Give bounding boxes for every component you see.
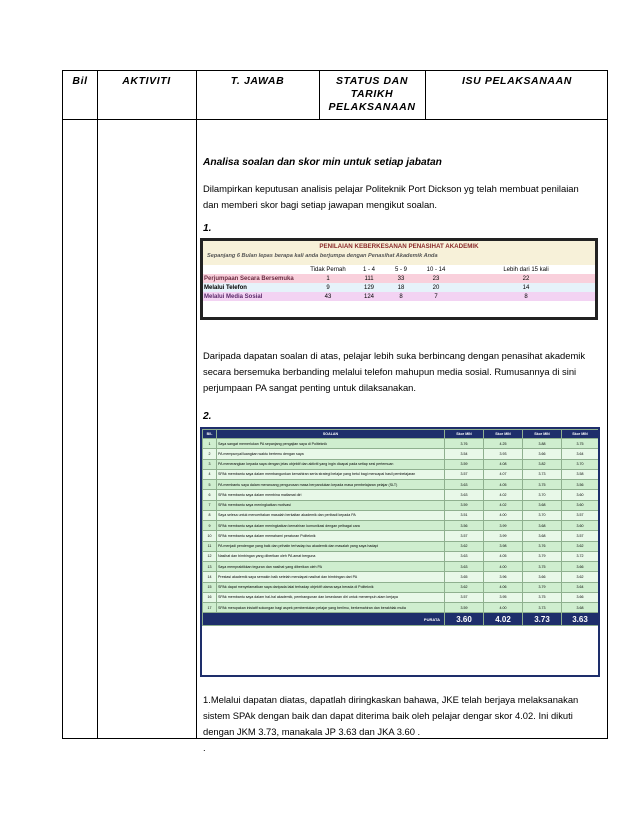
table2-row-value: 3.65 (445, 572, 484, 582)
table2-row-value: 4.05 (484, 551, 523, 561)
table2-row-value: 3.59 (445, 459, 484, 469)
table2-row (203, 490, 599, 500)
table2-footer-value: 3.73 (523, 613, 562, 626)
table2-row-value: 3.56 (562, 480, 599, 490)
table2-row-question: SPAk membantu saya dalam hal-hal akademik, pembangunan dan kesedaran diri untuk menempuh alam kerjaya (217, 592, 445, 602)
table2-row-value: 3.99 (484, 531, 523, 541)
table2-row-value: 3.96 (484, 572, 523, 582)
table2-row-value: 3.93 (484, 449, 523, 459)
table1-row (203, 274, 595, 283)
table2-row-value: 3.70 (523, 510, 562, 520)
table2-row-question: SPAk membantu saya dalam membina matlamat diri (217, 490, 445, 500)
table2-row-value: 3.56 (445, 521, 484, 531)
table2-row (203, 449, 599, 459)
table1-col-header: Tidak Pernah (310, 266, 346, 273)
table1-cell: 20 (432, 284, 440, 291)
table2-figure (200, 427, 600, 677)
table2-row-question: SPAk membantu saya dalam meningkatkan kemahiran komunikasi dengan pelbagai cara (217, 521, 445, 531)
table2-row-value: 3.57 (562, 531, 599, 541)
table2-row-value: 3.66 (523, 572, 562, 582)
table1-figure (200, 238, 598, 320)
paragraph-2-line: sistem SPAk dengan baik dan dapat diterima baik oleh pelajar dengar skor 4.02. Ini dikuti (203, 710, 573, 721)
table1-row (203, 292, 595, 301)
table1-cell: 33 (397, 275, 405, 282)
paragraph-1-line: Daripada dapatan soalan di atas, pelajar lebih suka berbincang dengan penasihat akademik (203, 350, 586, 361)
table2-row (203, 480, 599, 490)
table2-row-value: 3.88 (523, 439, 562, 449)
table1-row-label: Melalui Telefon (204, 284, 247, 291)
label-1 (203, 221, 603, 237)
paragraph-2-line: 1.Melalui dapatan diatas, dapatlah diringkaskan bahawa, JKE telah berjaya melaksanakan (203, 694, 579, 705)
table2-row-value: 3.70 (562, 459, 599, 469)
header-status-line1: STATUS DAN (335, 75, 409, 87)
label-1-text: 1. (203, 223, 212, 234)
table1-header-band (203, 241, 595, 265)
table2-row-value: 4.06 (484, 582, 523, 592)
table2-row-value: 3.70 (523, 490, 562, 500)
table2-row-value: 3.57 (445, 469, 484, 479)
table2-row-no: 11 (203, 541, 217, 551)
table2-row-value: 3.66 (562, 562, 599, 572)
table2-row-value: 3.64 (562, 582, 599, 592)
paragraph-1-line: secara bersemuka berbanding melalui telefon mahupun media sosial. Rumusannya di sini (203, 366, 577, 377)
intro-paragraph (203, 181, 603, 213)
table2-row-question: PA mempunyai/luangkan waktu bertemu dengan saya (217, 449, 445, 459)
table1-cell: 22 (522, 275, 530, 282)
table2-row-value: 3.79 (523, 582, 562, 592)
table2-col-header: Skor MIN (484, 430, 523, 439)
table2-row (203, 603, 599, 613)
table2-row (203, 439, 599, 449)
table2-row-question: SPAk dapat menyelamatkan saya daripada lalai terhadap objektif utama saya berada di Politeknik (217, 582, 445, 592)
table1-row-label: Perjumpaan Secara Bersemuka (204, 275, 294, 282)
table2-footer-value: 3.63 (562, 613, 599, 626)
table2-row-value: 3.68 (523, 521, 562, 531)
paragraph-2 (203, 692, 603, 756)
table1-col-header: Lebih dari 15 kali (503, 266, 549, 273)
table1-cell: 9 (326, 284, 330, 291)
table2-row-value: 3.66 (562, 592, 599, 602)
table2-row-no: 17 (203, 603, 217, 613)
table1-cell: 124 (363, 293, 374, 300)
table1-col-header: 5 - 9 (394, 266, 407, 273)
table1-subtitle: Sepanjang 6 Bulan lepas berapa kali anda berjumpa dengan Penasihat Akademik Anda (207, 253, 438, 259)
intro-line: Dilampirkan keputusan analisis pelajar Politeknik Port Dickson yg telah membuat penilaian (203, 183, 579, 194)
section-heading (203, 155, 603, 171)
header-status-line3: PELAKSANAAN (328, 101, 416, 113)
table2-row-no: 13 (203, 562, 217, 572)
table2-row-value: 3.58 (562, 469, 599, 479)
table1-title: PENILAIAN KEBERKESANAN PENASIHAT AKADEMIK (319, 243, 479, 250)
table2-row-value: 3.60 (562, 521, 599, 531)
table2-row-value: 3.72 (562, 551, 599, 561)
paragraph-1 (203, 348, 603, 396)
table2-row (203, 510, 599, 520)
table2-row-question: Nasihat dan bimbingan yang diberikan oleh PA amat berguna (217, 551, 445, 561)
paragraph-1-line: perjumpaan PA sangat penting untuk dilaksanakan. (203, 382, 416, 393)
table2-row (203, 562, 599, 572)
table1-cell: 8 (524, 293, 528, 300)
table2-row (203, 582, 599, 592)
table2-row-question: Saya mempraktikkan teguran dan nasihat yang diberikan oleh PA (217, 562, 445, 572)
table2-row (203, 521, 599, 531)
header-status-line2: TARIKH (350, 88, 394, 100)
table2-footer-value: 4.02 (484, 613, 523, 626)
table2-row-no: 14 (203, 572, 217, 582)
table2-row-value: 3.75 (523, 562, 562, 572)
section-heading-text: Analisa soalan dan skor min untuk setiap jabatan (203, 157, 442, 168)
table2-col-header: Skor MIN (562, 430, 599, 439)
table2-row-value: 4.05 (484, 480, 523, 490)
table2-row-value: 3.68 (562, 603, 599, 613)
table2-row-question: Prestasi akademik saya semakin baik setelah mendapat nasihat dan bimbingan dari PA (217, 572, 445, 582)
table2-row-no: 6 (203, 490, 217, 500)
table2-row (203, 459, 599, 469)
table2-grid (202, 429, 599, 626)
table1-row-label: Melalui Media Sosial (204, 293, 263, 300)
table2-row-value: 3.63 (445, 490, 484, 500)
table1-col-header (203, 265, 305, 274)
table2-row-no: 9 (203, 521, 217, 531)
table1-cell: 23 (432, 275, 440, 282)
table2-row-value: 3.82 (523, 459, 562, 469)
header-t-jawab: T. JAWAB (230, 75, 285, 87)
table2-row-value: 3.76 (445, 439, 484, 449)
table2-row-value: 3.73 (523, 603, 562, 613)
table2-row-value: 3.63 (445, 551, 484, 561)
table2-row-no: 8 (203, 510, 217, 520)
table1-cell: 1 (326, 275, 330, 282)
table2-row-value: 3.60 (562, 490, 599, 500)
header-bil: Bil (72, 75, 88, 87)
table2-row-question: Saya sangat memerlukan PA sepanjang pengajian saya di Politeknik (217, 439, 445, 449)
table2-row-value: 4.02 (484, 490, 523, 500)
table2-row-value: 4.25 (484, 439, 523, 449)
table2-row-value: 3.63 (445, 480, 484, 490)
table2-row-value: 3.95 (484, 592, 523, 602)
table2-row-no: 16 (203, 592, 217, 602)
table2-row-question: Saya selesa untuk menceritakan masalah berkaitan akademik dan peribadi kepada PA (217, 510, 445, 520)
table2-row-value: 3.62 (445, 582, 484, 592)
table2-footer-value: 3.60 (445, 613, 484, 626)
table2-row-question: SPAk membantu saya meningkatkan motivasi (217, 500, 445, 510)
table2-row-value: 3.68 (523, 500, 562, 510)
table2-row-value: 4.07 (484, 469, 523, 479)
table2-row-value: 3.60 (562, 500, 599, 510)
table1-col-header: 10 - 14 (426, 266, 446, 273)
table2-row-value: 4.00 (484, 510, 523, 520)
column-divider (97, 71, 98, 738)
table2-footer-label: PURATA (203, 613, 445, 626)
activity-table (62, 70, 608, 753)
table2-row-value: 3.57 (445, 592, 484, 602)
table1-cell: 18 (397, 284, 405, 291)
table2-row-value: 3.76 (523, 541, 562, 551)
table2-row-question: SPAk merupakan inisiatif sokongan bagi aspek pembentukan pelajar yang berilmu, berkemahiran dan berakhlak mulia (217, 603, 445, 613)
table2-row-value: 4.08 (484, 459, 523, 469)
paragraph-2-line: dengan JKM 3.73, manakala JP 3.63 dan JKA 3.60 . (203, 726, 421, 737)
table2-row-no: 1 (203, 439, 217, 449)
table2-col-header: SOALAN (217, 430, 445, 439)
table2-row-value: 3.62 (445, 541, 484, 551)
header-isu: ISU PELAKSANAAN (462, 75, 572, 87)
table2-row-value: 3.99 (484, 521, 523, 531)
table2-row-question: PA menerangkan kepada saya dengan jelas objektif dan aktiviti yang ingin dicapai pada setiap sesi pertemuan (217, 459, 445, 469)
table2-row-value: 3.98 (484, 541, 523, 551)
table2-row-value: 3.73 (523, 469, 562, 479)
table2-header-row (203, 430, 599, 439)
table2-footer-row (203, 613, 599, 626)
table2-row (203, 541, 599, 551)
table2-row-question: SPAk membantu saya dalam membangunkan kemahiran serta strategi belajar yang betul bagi mencapai hasil pembelajaran (217, 469, 445, 479)
table2-row-no: 4 (203, 469, 217, 479)
paragraph-2-line: . (203, 742, 206, 753)
table2-row (203, 592, 599, 602)
header-status (319, 71, 425, 119)
table2-row-question: SPAk membantu saya dalam memahami peraturan Politeknik (217, 531, 445, 541)
table2-row-value: 3.57 (445, 531, 484, 541)
table1-cell: 7 (434, 293, 438, 300)
table1-header-row (203, 265, 595, 274)
table2-row-value: 3.62 (562, 572, 599, 582)
table2-row-value: 4.00 (484, 562, 523, 572)
table2-row (203, 469, 599, 479)
table2-row-value: 3.63 (445, 562, 484, 572)
intro-line: dan memberi skor bagi setiap jawapan mengikut soalan. (203, 199, 437, 210)
table2-row-value: 4.02 (484, 500, 523, 510)
table2-row-value: 3.68 (523, 531, 562, 541)
table2-body (203, 439, 599, 613)
table2-row-value: 3.75 (523, 480, 562, 490)
table2-row-no: 15 (203, 582, 217, 592)
table1-cell: 129 (363, 284, 374, 291)
header-divider (63, 119, 607, 120)
table2-row-value: 3.64 (562, 449, 599, 459)
table2-row (203, 572, 599, 582)
table1-grid (203, 265, 595, 301)
table2-row-question: PA menjadi pendengar yang baik dan prihatin terhadap isu akademik dan masalah yang saya hadapi (217, 541, 445, 551)
table2-row (203, 531, 599, 541)
table2-row-no: 7 (203, 500, 217, 510)
table1-cell: 14 (522, 284, 530, 291)
table1-cell: 111 (364, 275, 374, 282)
column-divider (196, 71, 197, 738)
table2-col-header: BIL (203, 430, 217, 439)
table2-row-no: 5 (203, 480, 217, 490)
table1-cell: 8 (399, 293, 403, 300)
table2-row-value: 3.66 (523, 449, 562, 459)
table2-col-header: Skor MIN (523, 430, 562, 439)
table2-row-no: 3 (203, 459, 217, 469)
table1-row (203, 283, 595, 292)
label-2 (203, 409, 603, 425)
table2-row-no: 12 (203, 551, 217, 561)
table2-row-value: 3.51 (445, 510, 484, 520)
table2-row-value: 3.57 (562, 510, 599, 520)
table2-row-value: 3.75 (562, 439, 599, 449)
table2-row-value: 4.00 (484, 603, 523, 613)
table1-cell: 43 (324, 293, 332, 300)
table2-row-value: 3.75 (523, 592, 562, 602)
header-aktiviti: AKTIVITI (122, 75, 171, 87)
label-2-text: 2. (203, 411, 212, 422)
table2-row-no: 10 (203, 531, 217, 541)
table2-row (203, 551, 599, 561)
table2-row (203, 500, 599, 510)
table2-row-value: 3.62 (562, 541, 599, 551)
table2-row-value: 3.79 (523, 551, 562, 561)
table2-row-value: 3.54 (445, 449, 484, 459)
table2-col-header: Skor MIN (445, 430, 484, 439)
table2-row-question: PA membantu saya dalam merancang pengurusan masa berpandukan kepada masa pembelajaran pelajar (SLT) (217, 480, 445, 490)
table2-row-value: 3.59 (445, 500, 484, 510)
table2-row-value: 3.59 (445, 603, 484, 613)
table1-col-header: 1 - 4 (362, 266, 375, 273)
table2-row-no: 2 (203, 449, 217, 459)
